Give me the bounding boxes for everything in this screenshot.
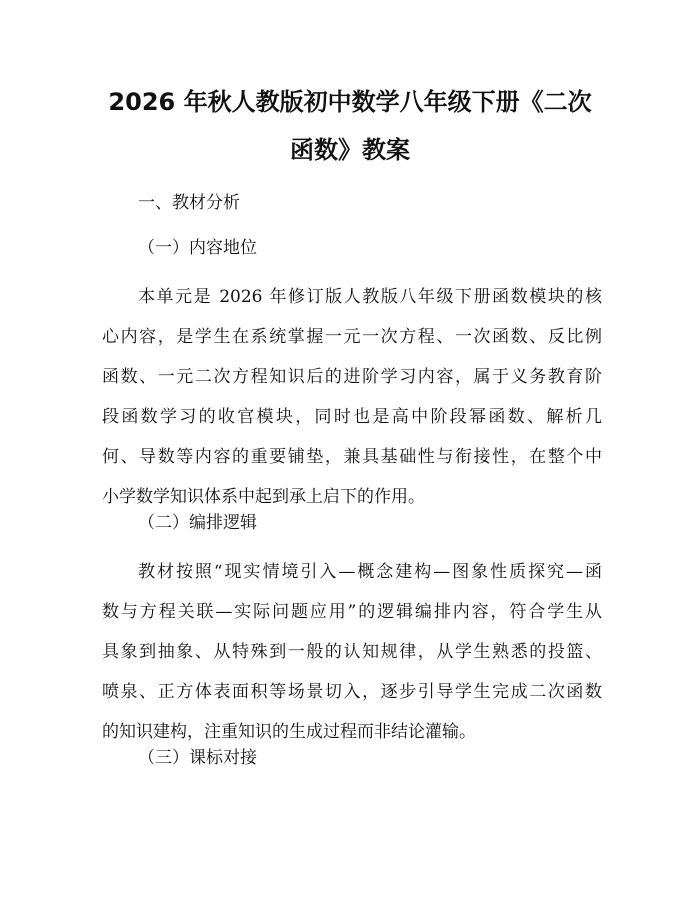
paragraph-content-position (102, 285, 602, 525)
paragraph-arrangement-logic (102, 560, 602, 760)
section-heading-textbook-analysis: 一、教材分析 (138, 193, 240, 213)
paragraph-line: 教材按照“现实情境引入—概念建构—图象性质探究—函 (138, 562, 602, 582)
subsection-heading-content-position: （一）内容地位 (138, 238, 257, 258)
paragraph-line: 小学数学知识体系中起到承上启下的作用。 (102, 487, 425, 507)
paragraph-line: 喷泉、正方体表面积等场景切入，逐步引导学生完成二次函数 (102, 682, 602, 702)
document-title-line-1: 2026 年秋人教版初中数学八年级下册《二次 (108, 88, 592, 116)
subsection-heading-arrangement-logic: （二）编排逻辑 (138, 513, 257, 533)
paragraph-line: 段函数学习的收官模块，同时也是高中阶段幂函数、解析几 (102, 407, 602, 427)
paragraph-line: 函数、一元二次方程知识后的进阶学习内容，属于义务教育阶 (102, 367, 602, 387)
paragraph-line: 数与方程关联—实际问题应用”的逻辑编排内容，符合学生从 (102, 602, 602, 622)
document-title-line-2: 函数》教案 (290, 136, 410, 164)
paragraph-line: 的知识建构，注重知识的生成过程而非结论灌输。 (102, 722, 476, 742)
paragraph-line: 何、导数等内容的重要铺垫，兼具基础性与衔接性，在整个中 (102, 447, 602, 467)
paragraph-line: 本单元是 2026 年修订版人教版八年级下册函数模块的核 (138, 287, 602, 307)
paragraph-line: 心内容，是学生在系统掌握一元一次方程、一次函数、反比例 (102, 327, 602, 347)
subsection-heading-curriculum-alignment: （三）课标对接 (138, 748, 257, 768)
paragraph-line: 具象到抽象、从特殊到一般的认知规律，从学生熟悉的投篮、 (102, 642, 602, 662)
